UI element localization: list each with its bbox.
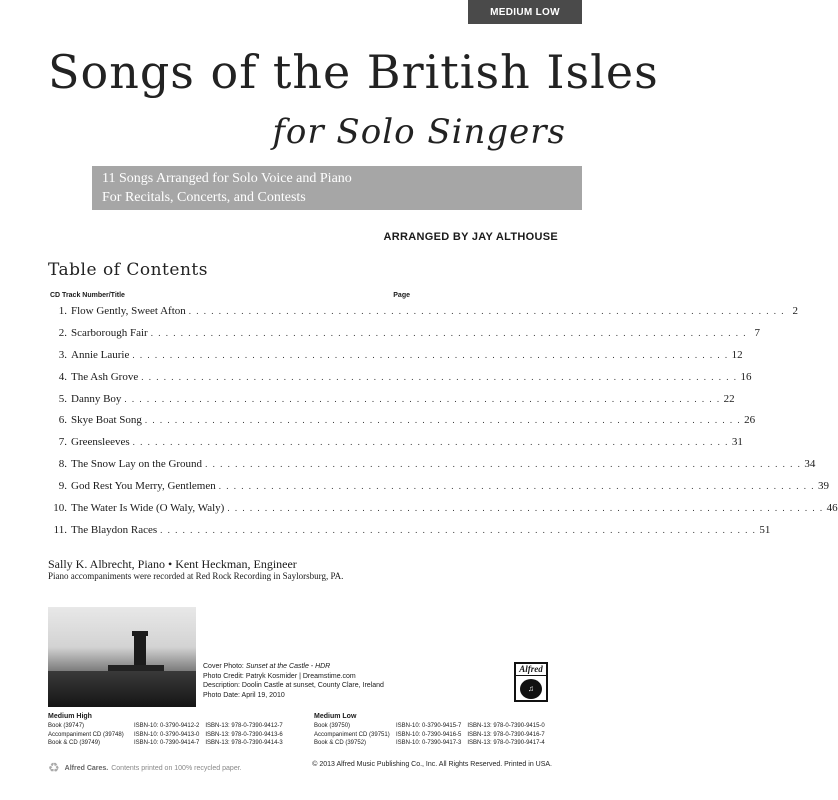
toc-item bbox=[50, 370, 752, 393]
leader-dots: . . . . . . . . . . . . . . . . . . . . . . . . . . . . . . . . . . . . . . . . . . . . . . . . . . . . . . . . . . . . . . . . . . . . . . . . . . . . . . . . bbox=[205, 459, 802, 470]
leader-dots: . . . . . . . . . . . . . . . . . . . . . . . . . . . . . . . . . . . . . . . . . . . . . . . . . . . . . . . . . . . . . . . . . . . . . . . . . . . . . . . . bbox=[144, 415, 742, 426]
page-number: 2 bbox=[792, 305, 799, 317]
edition-name: Book & CD (39749) bbox=[48, 740, 101, 746]
edition-table-medium-low bbox=[314, 722, 551, 748]
photo-date-line bbox=[203, 691, 384, 701]
song-title: Annie Laurie bbox=[71, 348, 130, 361]
page-subtitle: for Solo Singers bbox=[272, 112, 566, 152]
page-number: 16 bbox=[740, 370, 752, 383]
description-line-2: For Recitals, Concerts, and Contests bbox=[102, 190, 306, 205]
edition-name: Book (39747) bbox=[48, 723, 85, 729]
page-title: Songs of the British Isles bbox=[48, 45, 659, 99]
leader-dots: . . . . . . . . . . . . . . . . . . . . . . . . . . . . . . . . . . . . . . . . . . . . . . . . . . . . . . . . . . . . . . . . . . . . . . . . . . . . . . . . bbox=[218, 481, 815, 492]
toc-column-title: CD Track Number/Title bbox=[50, 292, 125, 299]
alfred-cares-label: Alfred Cares. bbox=[64, 764, 109, 772]
page-number: 34 bbox=[804, 458, 816, 471]
photo-description-value: Doolin Castle at sunset, County Clare, Ireland bbox=[241, 682, 384, 689]
edition-name: Book (39750) bbox=[314, 723, 351, 729]
page-number: 31 bbox=[731, 436, 743, 449]
track-number: 10. bbox=[53, 502, 67, 515]
edition-heading-medium-low: Medium Low bbox=[314, 713, 357, 720]
leader-dots: . . . . . . . . . . . . . . . . . . . . . . . . . . . . . . . . . . . . . . . . . . . . . . . . . . . . . . . . . . . . . . . . . . . . . . . . . . . . . . . . bbox=[141, 371, 738, 382]
song-title: The Ash Grove bbox=[71, 370, 139, 383]
track-number: 11. bbox=[53, 523, 67, 536]
photo-credit-line bbox=[203, 672, 384, 682]
toc-item bbox=[50, 523, 771, 546]
isbn10: ISBN-10: 0-3790-9413-0 bbox=[134, 731, 200, 738]
toc-item bbox=[50, 326, 760, 349]
track-number: 8. bbox=[58, 458, 67, 471]
edition-name: Book & CD (39752) bbox=[314, 740, 367, 746]
photo-credit-label: Photo Credit: bbox=[203, 672, 244, 680]
song-title: God Rest You Merry, Gentlemen bbox=[71, 480, 216, 493]
isbn13: ISBN-13: 978-0-7390-9413-6 bbox=[205, 731, 283, 738]
toc-column-page: Page bbox=[393, 292, 410, 299]
song-title: Greensleeves bbox=[71, 436, 130, 449]
logo-wordmark: Alfred bbox=[516, 664, 546, 676]
song-title: The Blaydon Races bbox=[71, 523, 158, 536]
page-number: 12 bbox=[731, 348, 743, 361]
copyright: © 2013 Alfred Music Publishing Co., Inc. All Rights Reserved. Printed in USA. bbox=[312, 761, 552, 768]
photo-info bbox=[203, 662, 384, 700]
recording-note: Piano accompaniments were recorded at Red Rock Recording in Saylorsburg, PA. bbox=[48, 571, 344, 581]
isbn10: ISBN-10: 0-7390-9414-7 bbox=[134, 740, 200, 746]
isbn13: ISBN-13: 978-0-7390-9415-0 bbox=[467, 723, 545, 729]
toc-heading: Table of Contents bbox=[48, 260, 208, 280]
toc-item bbox=[50, 458, 816, 480]
song-title: Flow Gently, Sweet Afton bbox=[71, 305, 186, 317]
table-row bbox=[48, 722, 289, 731]
leader-dots: . . . . . . . . . . . . . . . . . . . . . . . . . . . . . . . . . . . . . . . . . . . . . . . . . . . . . . . . . . . . . . . . . . . . . . . . . . . . . . . . bbox=[188, 306, 786, 316]
recycled-note bbox=[48, 760, 242, 776]
edition-name: Accompaniment CD (39748) bbox=[48, 731, 124, 738]
photo-description-line bbox=[203, 681, 384, 691]
track-number: 4. bbox=[58, 370, 67, 383]
table-row bbox=[314, 722, 551, 731]
isbn13: ISBN-13: 978-0-7390-9417-4 bbox=[467, 740, 545, 746]
description-bar bbox=[92, 166, 582, 210]
track-number: 2. bbox=[58, 326, 67, 339]
isbn13: ISBN-13: 978-0-7390-9412-7 bbox=[205, 723, 283, 729]
toc-item bbox=[50, 480, 829, 502]
track-number: 5. bbox=[58, 392, 67, 405]
song-title: Scarborough Fair bbox=[71, 326, 148, 339]
arranger-credit: ARRANGED BY JAY ALTHOUSE bbox=[383, 231, 558, 243]
recycled-text: Contents printed on 100% recycled paper. bbox=[111, 764, 242, 772]
toc-item bbox=[50, 305, 799, 327]
page-number: 22 bbox=[723, 392, 735, 405]
track-number: 3. bbox=[58, 348, 67, 361]
recycle-icon: ♻ bbox=[48, 760, 60, 775]
page-number: 7 bbox=[754, 326, 760, 339]
isbn13: ISBN-13: 978-0-7390-9416-7 bbox=[467, 731, 545, 738]
song-title: Danny Boy bbox=[71, 392, 122, 405]
track-number: 1. bbox=[58, 305, 67, 317]
table-row bbox=[314, 731, 551, 740]
page-number: 39 bbox=[817, 480, 829, 493]
photo-date-value: April 19, 2010 bbox=[241, 691, 285, 699]
table-of-contents bbox=[50, 305, 838, 546]
photo-date-label: Photo Date: bbox=[203, 691, 240, 699]
edition-name: Accompaniment CD (39751) bbox=[314, 731, 390, 738]
leader-dots: . . . . . . . . . . . . . . . . . . . . . . . . . . . . . . . . . . . . . . . . . . . . . . . . . . . . . . . . . . . . . . . . . . . . . . . . . . . . . . . . bbox=[132, 437, 729, 448]
toc-item bbox=[50, 502, 838, 524]
toc-item bbox=[50, 414, 756, 436]
landscape-shape bbox=[48, 671, 196, 707]
alfred-logo bbox=[514, 662, 548, 702]
isbn10: ISBN-10: 0-7390-9417-3 bbox=[396, 740, 462, 746]
leader-dots: . . . . . . . . . . . . . . . . . . . . . . . . . . . . . . . . . . . . . . . . . . . . . . . . . . . . . . . . . . . . . . . . . . . . . . . . . . . . . . . . bbox=[160, 524, 757, 535]
edition-table-medium-high bbox=[48, 722, 289, 748]
performer-credits: Sally K. Albrecht, Piano • Kent Heckman, Engineer bbox=[48, 557, 297, 571]
isbn10: ISBN-10: 0-7390-9416-5 bbox=[396, 731, 462, 738]
table-row bbox=[48, 739, 289, 748]
toc-item bbox=[50, 436, 743, 458]
track-number: 6. bbox=[58, 414, 67, 427]
description-line-1: 11 Songs Arranged for Solo Voice and Piano bbox=[102, 171, 352, 186]
cover-photo-line bbox=[203, 662, 384, 672]
track-number: 7. bbox=[58, 436, 67, 449]
toc-item bbox=[50, 392, 735, 415]
photo-description-label: Description: bbox=[203, 682, 240, 689]
logo-emblem-icon: ♫ bbox=[520, 679, 542, 699]
page-number: 51 bbox=[759, 523, 771, 536]
table-row bbox=[314, 739, 551, 748]
track-number: 9. bbox=[58, 480, 67, 493]
song-title: Skye Boat Song bbox=[71, 414, 142, 427]
edition-heading-medium-high: Medium High bbox=[48, 713, 92, 720]
toc-item bbox=[50, 348, 743, 371]
isbn10: ISBN-10: 0-3790-9412-2 bbox=[134, 723, 200, 729]
page-number: 26 bbox=[744, 414, 756, 427]
cover-photo-thumbnail bbox=[48, 607, 196, 707]
song-title: The Snow Lay on the Ground bbox=[71, 458, 203, 471]
photo-credit-value: Patryk Kosmider | Dreamstime.com bbox=[245, 672, 356, 680]
table-row bbox=[48, 731, 289, 740]
isbn10: ISBN-10: 0-3790-9415-7 bbox=[396, 723, 462, 729]
leader-dots: . . . . . . . . . . . . . . . . . . . . . . . . . . . . . . . . . . . . . . . . . . . . . . . . . . . . . . . . . . . . . . . . . . . . . . . . . . . . . . . . bbox=[124, 393, 721, 404]
voice-range-badge: MEDIUM LOW bbox=[468, 0, 582, 24]
leader-dots: . . . . . . . . . . . . . . . . . . . . . . . . . . . . . . . . . . . . . . . . . . . . . . . . . . . . . . . . . . . . . . . . . . . . . . . . . . . . . . . . bbox=[132, 349, 729, 360]
page-number: 46 bbox=[826, 502, 838, 515]
isbn13: ISBN-13: 978-0-7390-9414-3 bbox=[205, 740, 283, 746]
leader-dots: . . . . . . . . . . . . . . . . . . . . . . . . . . . . . . . . . . . . . . . . . . . . . . . . . . . . . . . . . . . . . . . . . . . . . . . . . . . . . . . . bbox=[227, 503, 824, 514]
song-title: The Water Is Wide (O Waly, Waly) bbox=[71, 502, 225, 515]
leader-dots: . . . . . . . . . . . . . . . . . . . . . . . . . . . . . . . . . . . . . . . . . . . . . . . . . . . . . . . . . . . . . . . . . . . . . . . . . . . . . . . . bbox=[150, 327, 747, 338]
cover-photo-value: Sunset at the Castle - HDR bbox=[245, 663, 331, 670]
cover-photo-label: Cover Photo: bbox=[203, 663, 244, 670]
